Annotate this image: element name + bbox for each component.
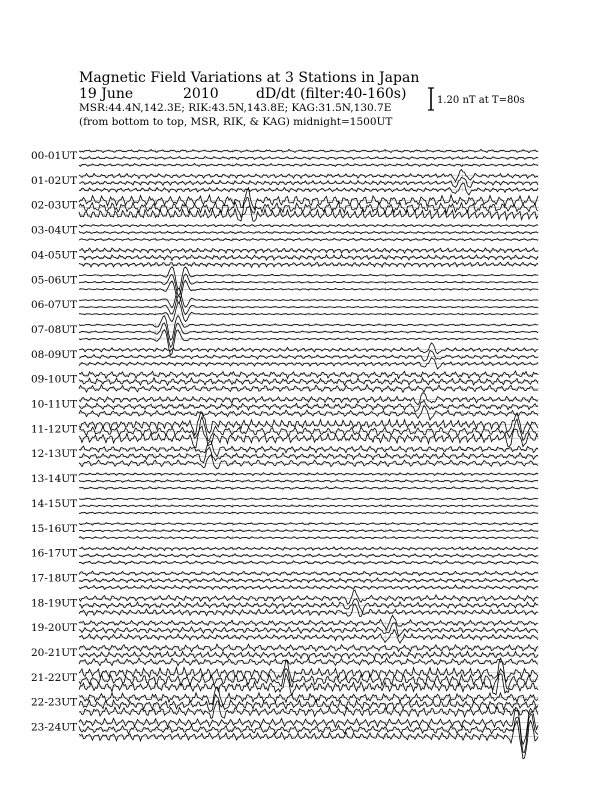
trace-KAG-11-12UT — [79, 413, 538, 436]
row-label-13-14UT: 13-14UT — [31, 473, 78, 486]
scale-bar-label: 1.20 nT at T=80s — [437, 95, 525, 106]
trace-KAG-10-11UT — [79, 393, 538, 405]
chart-year: 2010 — [183, 86, 219, 102]
row-label-00-01UT: 00-01UT — [31, 150, 78, 162]
row-label-09-10UT: 09-10UT — [31, 373, 78, 386]
trace-MSR-18-19UT — [79, 604, 538, 617]
trace-KAG-12-13UT — [79, 441, 538, 457]
trace-MSR-21-22UT — [79, 674, 538, 696]
station-coordinates: MSR:44.4N,142.3E; RIK:43.5N,143.8E; KAG:31.5N,130.7E — [79, 102, 392, 114]
row-label-08-09UT: 08-09UT — [31, 348, 78, 361]
chart-date: 19 June — [79, 86, 134, 102]
row-label-01-02UT: 01-02UT — [31, 174, 78, 187]
row-label-21-22UT: 21-22UT — [31, 671, 78, 684]
row-label-18-19UT: 18-19UT — [31, 597, 78, 610]
row-label-15-16UT: 15-16UT — [31, 522, 78, 535]
row-label-04-05UT: 04-05UT — [31, 249, 78, 262]
trace-MSR-07-08UT — [79, 330, 538, 355]
trace-MSR-06-07UT — [79, 303, 538, 322]
row-label-20-21UT: 20-21UT — [31, 647, 78, 659]
row-label-07-08UT: 07-08UT — [31, 323, 78, 336]
trace-RIK-06-07UT — [79, 296, 538, 314]
trace-MSR-03-04UT — [79, 238, 538, 241]
chart-title: Magnetic Field Variations at 3 Stations in Japan — [79, 70, 420, 86]
row-label-16-17UT: 16-17UT — [31, 547, 78, 560]
trace-MSR-04-05UT — [79, 262, 538, 267]
row-label-19-20UT: 19-20UT — [31, 622, 78, 635]
trace-RIK-08-09UT — [79, 351, 538, 362]
trace-MSR-23-24UT — [79, 721, 538, 759]
trace-MSR-05-06UT — [79, 280, 538, 302]
row-label-17-18UT: 17-18UT — [31, 572, 78, 585]
row-label-23-24UT: 23-24UT — [31, 721, 78, 734]
row-label-11-12UT: 11-12UT — [31, 423, 78, 436]
trace-MSR-08-09UT — [79, 358, 538, 369]
row-label-06-07UT: 06-07UT — [31, 299, 78, 312]
row-label-12-13UT: 12-13UT — [31, 448, 78, 461]
trace-KAG-08-09UT — [79, 343, 538, 354]
trace-KAG-05-06UT — [79, 267, 538, 289]
row-label-03-04UT: 03-04UT — [31, 224, 78, 237]
trace-KAG-18-19UT — [79, 590, 538, 604]
trace-RIK-07-08UT — [79, 323, 538, 347]
trace-RIK-22-23UT — [79, 695, 538, 711]
trace-order-note: (from bottom to top, MSR, RIK, & KAG) midnight=1500UT — [79, 116, 393, 128]
trace-RIK-11-12UT — [79, 417, 538, 441]
trace-MSR-19-20UT — [79, 629, 538, 643]
trace-RIK-05-06UT — [79, 274, 538, 295]
chart-quantity: dD/dt (filter:40-160s) — [256, 86, 407, 102]
trace-RIK-23-24UT — [79, 714, 538, 752]
row-label-14-15UT: 14-15UT — [31, 497, 78, 510]
row-label-10-11UT: 10-11UT — [31, 398, 78, 411]
row-label-05-06UT: 05-06UT — [31, 274, 78, 287]
trace-KAG-07-08UT — [79, 316, 538, 341]
trace-RIK-03-04UT — [79, 231, 538, 234]
row-label-02-03UT: 02-03UT — [31, 199, 78, 212]
trace-KAG-19-20UT — [79, 615, 538, 630]
trace-KAG-06-07UT — [79, 288, 538, 307]
row-label-22-23UT: 22-23UT — [31, 696, 78, 709]
